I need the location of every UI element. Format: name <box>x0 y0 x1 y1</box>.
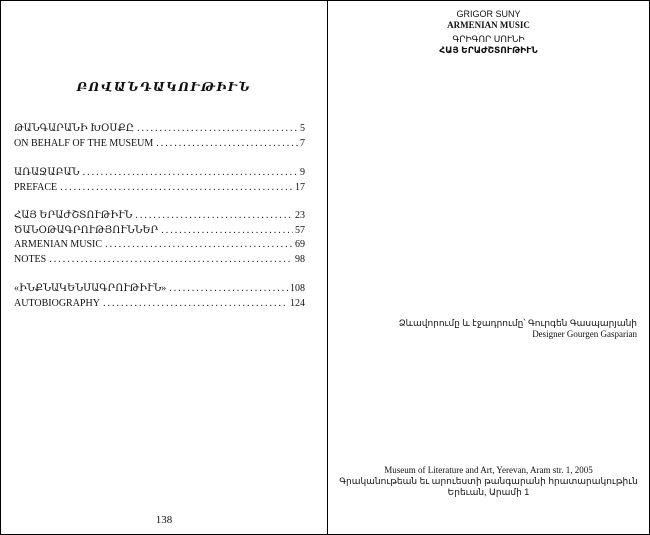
left-page <box>1 1 327 534</box>
toc-leader-dots <box>60 181 293 194</box>
toc-leader-dots <box>156 137 298 150</box>
toc-entry-page: 108 <box>290 283 305 294</box>
toc-entry-page: 124 <box>290 298 305 309</box>
toc-entry-page: 23 <box>295 210 305 221</box>
toc-entry-page: 9 <box>300 167 305 178</box>
toc-entry-page: 5 <box>300 123 305 134</box>
toc-entry <box>14 122 305 135</box>
toc-entry-label: ARMENIAN MUSIC <box>14 239 103 250</box>
toc-entry-label: ՀԱՅ ԵՐԱԺՇՏՈՒԹԻՒՆ <box>14 210 133 221</box>
author-name-armenian: ԳՐԻԳՈՐ ՍՈՒՆԻ <box>452 34 525 44</box>
toc-leader-dots <box>49 253 293 266</box>
publisher-colophon <box>328 465 649 498</box>
toc-entry <box>14 137 305 150</box>
page-number: 138 <box>155 514 173 526</box>
toc-entry <box>14 166 305 179</box>
toc-entry-page: 69 <box>295 239 305 250</box>
toc-title: ԲՈՎԱՆԴԱԿՈՒԹԻՒՆ <box>76 80 252 94</box>
title-block <box>328 9 649 56</box>
toc-entry-label: ԾԱՆՕԹԱԳՐՈՒԹՅՈՒՆՆԵՐ <box>14 225 159 236</box>
toc-leader-dots <box>103 297 288 310</box>
publisher-armenian: Գրականութեան եւ արուեստի թանգարանի հրատարակութիւն <box>339 476 638 486</box>
toc-entry-label: AUTOBIOGRAPHY <box>14 298 100 309</box>
toc-entry-label: ԹԱՆԳԱՐԱՆԻ ԽՕՍՔԸ <box>14 123 134 134</box>
designer-credit-english: Designer Gourgen Gasparian <box>532 329 637 339</box>
toc-entry-page: 57 <box>295 225 305 236</box>
toc-entry-label: PREFACE <box>14 182 58 193</box>
toc-entry <box>14 282 305 295</box>
toc-entry-label: ON BEHALF OF THE MUSEUM <box>14 138 154 149</box>
toc-entry-label: «ԻՆՔՆԱԿԵՆՍԱԳՐՈՒԹԻՒՆ» <box>14 283 167 294</box>
publisher-city-armenian: Երեւան, Արամի 1 <box>447 487 530 497</box>
book-title-armenian: ՀԱՅ ԵՐԱԺՇՏՈՒԹԻՒՆ <box>439 45 538 55</box>
toc-entry-page: 7 <box>300 138 305 149</box>
toc-leader-dots <box>135 209 293 222</box>
toc-entry <box>14 297 305 310</box>
designer-credit <box>399 318 637 340</box>
author-name: GRIGOR SUNY <box>456 9 521 19</box>
toc-entry <box>14 224 305 237</box>
publisher-english: Museum of Literature and Art, Yerevan, Aram str. 1, 2005 <box>384 465 593 475</box>
toc-leader-dots <box>137 122 298 135</box>
designer-credit-armenian: Ձևավորումը և էջադրումը՝ Գուրգեն Գասպարյանի <box>398 318 637 328</box>
toc-entry-label: NOTES <box>14 254 47 265</box>
book-title: ARMENIAN MUSIC <box>447 20 530 30</box>
toc-entry-page: 98 <box>295 254 305 265</box>
toc-leader-dots <box>105 238 293 251</box>
toc-entry <box>14 253 305 266</box>
toc-leader-dots <box>161 224 293 237</box>
toc-entry-label: ԱՌԱՋԱԲԱՆ <box>14 167 80 178</box>
toc-leader-dots <box>169 282 288 295</box>
toc-entry <box>14 209 305 222</box>
toc-entry <box>14 238 305 251</box>
right-page <box>328 1 649 534</box>
toc-leader-dots <box>83 166 298 179</box>
toc-entry <box>14 181 305 194</box>
toc-entry-page: 17 <box>295 182 305 193</box>
